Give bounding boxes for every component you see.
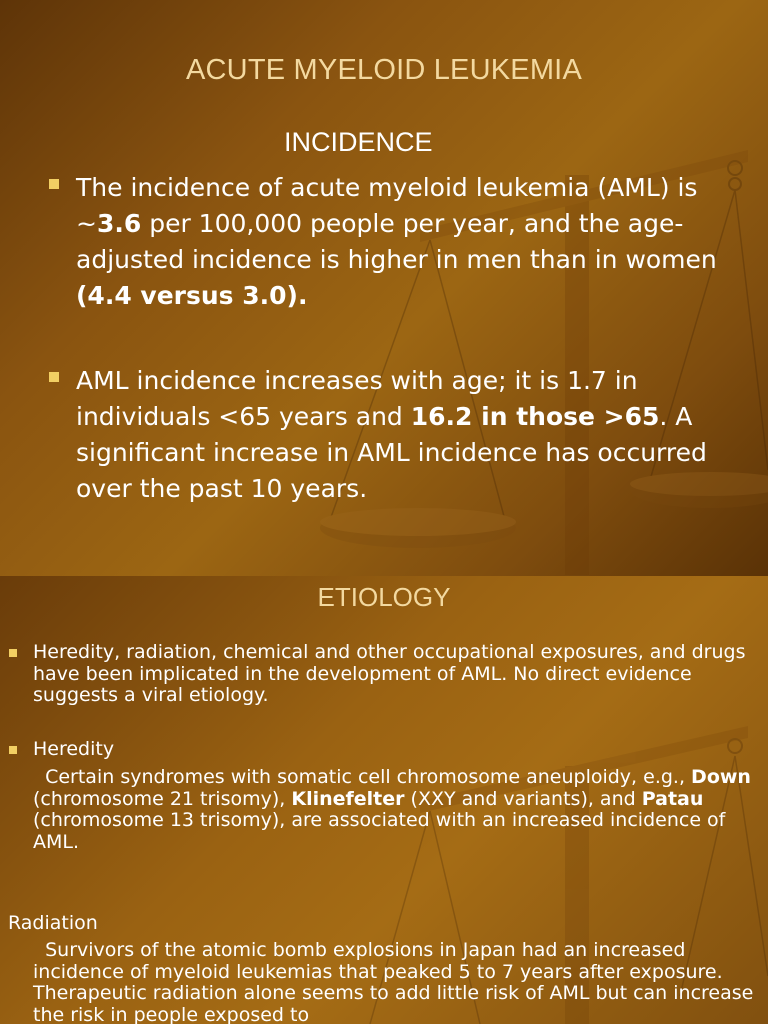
slide-title: ACUTE MYELOID LEUKEMIA [186, 54, 582, 86]
paragraph-text: (chromosome 13 trisomy), are associated with an increased incidence of AML. [33, 787, 732, 853]
bullet-text: Heredity [33, 738, 115, 760]
radiation-paragraph: Survivors of the atomic bomb explosions in Japan had an increased incidence of myeloid leukemias that peaked 5 to 7 years after exposure. Therapeutic radiation alone seems to add little risk of AML but can increase the risk in people exposed to [33, 939, 760, 1026]
bullet-text: per 100,000 people per year, and the age-adjusted incidence is higher in men than in women [76, 209, 717, 274]
bullet-text: Heredity, radiation, chemical and other occupational exposures, and drugs have been implicated in the development of AML. No direct evidence suggests a viral etiology. [33, 641, 746, 706]
incidence-bullet-1 [76, 170, 756, 314]
paragraph-bold-text: Klinefelter [291, 787, 405, 810]
section-heading-etiology: ETIOLOGY [317, 582, 451, 612]
section-heading-incidence: INCIDENCE [284, 127, 433, 157]
bullet-text: AML incidence increases with age; it is 1.7 in individuals <65 years and [76, 366, 638, 431]
bullet-bold-text: (4.4 versus 3.0). [76, 281, 308, 310]
bullet-square-icon [49, 179, 59, 189]
paragraph-text: (XXY and variants), and [404, 787, 642, 810]
bullet-square-icon [49, 372, 59, 382]
bullet-bold-text: 3.6 [96, 209, 142, 238]
bullet-square-icon [9, 649, 17, 657]
bullet-text: The incidence of acute myeloid leukemia (AML) is ~ [76, 173, 698, 238]
paragraph-bold-text: Patau [641, 787, 704, 810]
radiation-heading: Radiation [8, 912, 98, 934]
paragraph-text: (chromosome 21 trisomy), [33, 766, 757, 810]
incidence-bullet-2 [76, 363, 756, 507]
etiology-bullet-1 [33, 642, 768, 707]
bullet-text: . A significant increase in AML incidence has occurred over the past 10 years. [76, 402, 707, 503]
bullet-bold-text: 16.2 in those >65 [410, 402, 660, 431]
paragraph-bold-text: Down [691, 766, 751, 788]
heredity-paragraph [33, 767, 768, 853]
bullet-square-icon [9, 746, 17, 754]
etiology-bullet-heredity [33, 739, 768, 761]
paragraph-text: Certain syndromes with somatic cell chromosome aneuploidy, e.g., [33, 766, 692, 788]
